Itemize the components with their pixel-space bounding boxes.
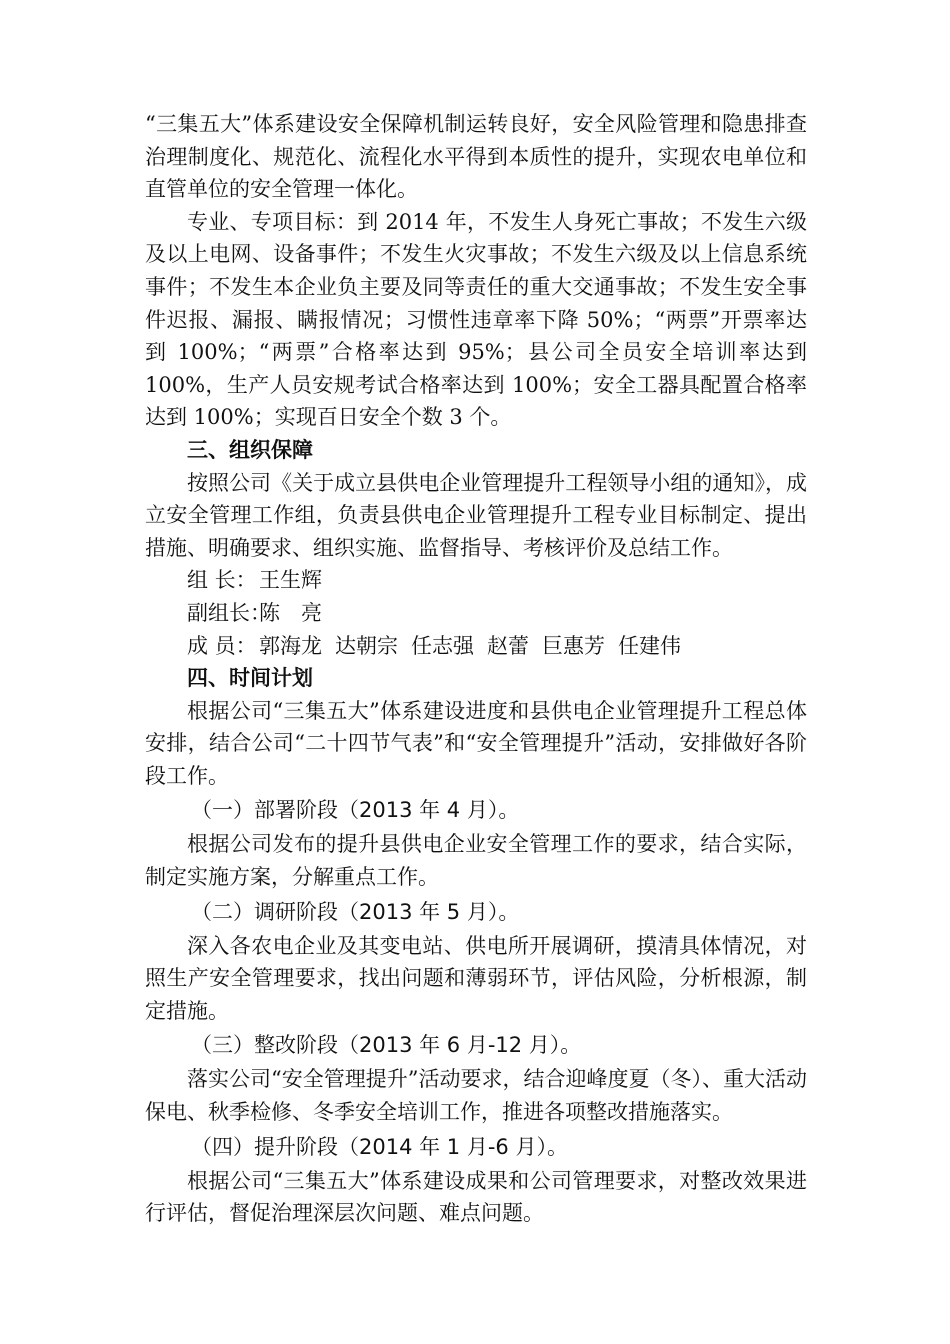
member-name: 巨惠芳 xyxy=(542,633,605,658)
member-name: 任志强 xyxy=(411,633,474,658)
paragraph-research: 深入各农电企业及其变电站、供电所开展调研，摸清具体情况，对照生产安全管理要求，找出问题和薄弱环节，评估风险，分析根源，制定措施。 xyxy=(145,933,807,1023)
leader-row xyxy=(145,564,807,597)
leader-label: 组 长： xyxy=(187,568,257,593)
member-name: 任建伟 xyxy=(618,633,681,658)
phase-heading-rectify: （三）整改阶段（2013 年 6 月-12 月）。 xyxy=(191,1033,582,1058)
phase-heading-deploy: （一）部署阶段（2013 年 4 月）。 xyxy=(191,798,520,823)
paragraph-organization: 按照公司《关于成立县供电企业管理提升工程领导小组的通知》，成立安全管理工作组，负责县供电企业管理提升工程专业目标制定、提出措施、明确要求、组织实施、监督指导、考核评价及总结工作。 xyxy=(145,470,807,560)
leader-name: 王生辉 xyxy=(259,568,322,593)
members-row xyxy=(145,630,807,663)
member-name: 达朝宗 xyxy=(335,633,398,658)
document-page xyxy=(145,108,807,1230)
phase-heading-improve: （四）提升阶段（2014 年 1 月-6 月）。 xyxy=(191,1134,568,1159)
paragraph-targets: 专业、专项目标：到 2014 年，不发生人身死亡事故；不发生六级及以上电网、设备事件；不发生火灾事故；不发生六级及以上信息系统事件；不发生本企业负主要及同等责任的重大交通事故；不发生安全事件迟报、漏报、瞒报情况；习惯性违章率下降 50%；“两票”开票率达到 100%；“两票”合格率达到 95%；县公司全员安全培训率达到 100%，生产人员安规考试合格率达到 100%；安全工器具配置合格率达到 100%；实现百日安全个数 3 个。 xyxy=(145,209,807,430)
heading-schedule: 四、时间计划 xyxy=(187,665,313,691)
paragraph-rectify: 落实公司“安全管理提升”活动要求，结合迎峰度夏（冬）、重大活动保电、秋季检修、冬季安全培训工作，推进各项整改措施落实。 xyxy=(145,1067,807,1125)
members-label: 成 员： xyxy=(187,633,257,658)
paragraph-schedule: 根据公司“三集五大”体系建设进度和县供电企业管理提升工程总体安排，结合公司“二十四节气表”和“安全管理提升”活动，安排做好各阶段工作。 xyxy=(145,698,807,788)
deputy-row xyxy=(145,597,807,630)
member-name: 赵蕾 xyxy=(487,633,529,658)
phase-heading-research: （二）调研阶段（2013 年 5 月）。 xyxy=(191,899,520,924)
deputy-label: 副组长： xyxy=(187,600,271,625)
member-name: 郭海龙 xyxy=(259,633,322,658)
paragraph-improve: 根据公司“三集五大”体系建设成果和公司管理要求，对整改效果进行评估，督促治理深层次问题、难点问题。 xyxy=(145,1168,807,1226)
paragraph-system-goal: “三集五大”体系建设安全保障机制运转良好，安全风险管理和隐患排查治理制度化、规范化、流程化水平得到本质性的提升，实现农电单位和直管单位的安全管理一体化。 xyxy=(145,112,807,202)
deputy-name: 陈 亮 xyxy=(259,600,322,625)
heading-organization: 三、组织保障 xyxy=(187,436,313,462)
paragraph-deploy: 根据公司发布的提升县供电企业安全管理工作的要求，结合实际，制定实施方案，分解重点工作。 xyxy=(145,832,807,890)
